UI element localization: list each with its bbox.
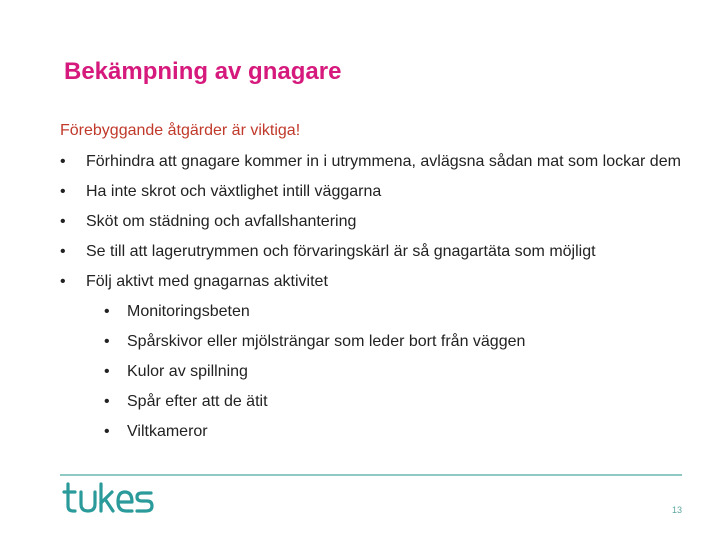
bullet-item: • Följ aktivt med gnagarnas aktivitet	[60, 272, 700, 292]
sub-bullet-item: • Monitoringsbeten	[60, 302, 700, 322]
bullet-item: • Sköt om städning och avfallshantering	[60, 212, 700, 232]
bullet-item: • Förhindra att gnagare kommer in i utrymmena, avlägsna sådan mat som lockar dem	[60, 152, 700, 172]
slide-title: Bekämpning av gnagare	[64, 58, 342, 85]
sub-bullet-item: • Kulor av spillning	[60, 362, 700, 382]
sub-bullet-item: • Spår efter att de ätit	[60, 392, 700, 412]
bullet-list	[60, 152, 700, 452]
footer-divider	[60, 474, 682, 476]
intro-text: Förebyggande åtgärder är viktiga!	[60, 122, 301, 139]
tukes-logo	[62, 480, 158, 525]
tukes-logo-icon	[62, 480, 158, 520]
bullet-item: • Se till att lagerutrymmen och förvaringskärl är så gnagartäta som möjligt	[60, 242, 700, 262]
page-number: 13	[671, 505, 682, 515]
sub-bullet-item: • Spårskivor eller mjölsträngar som leder bort från väggen	[60, 332, 700, 352]
bullet-item: • Ha inte skrot och växtlighet intill väggarna	[60, 182, 700, 202]
sub-bullet-item: • Viltkameror	[60, 422, 700, 442]
